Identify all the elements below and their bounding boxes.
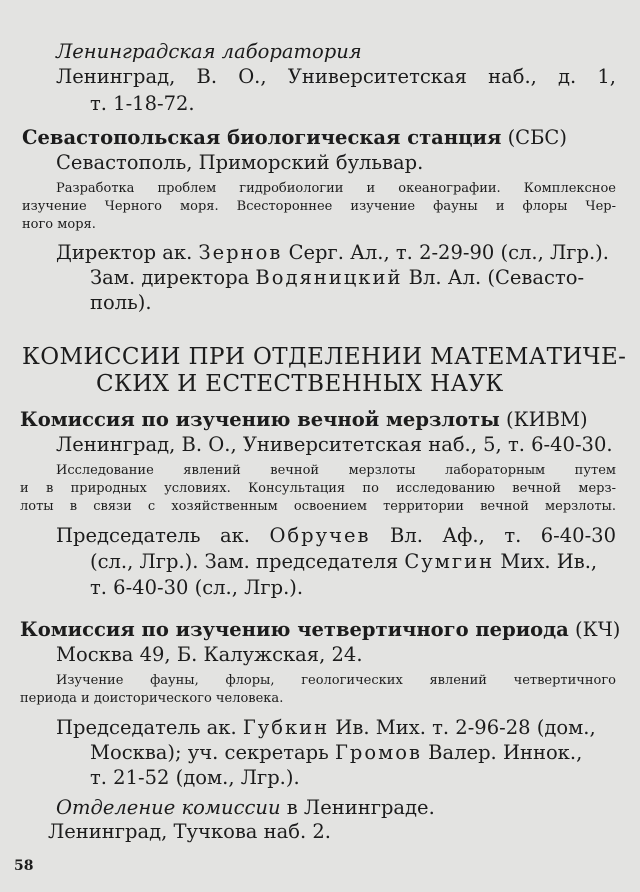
lab-address-line1: Ленинград, В. О., Университетская наб., д. 1, <box>56 65 616 88</box>
sbs-director: Директор ак. Зернов Серг. Ал., т. 2-29-90 (сл., Лгр.). <box>56 241 609 264</box>
person-name: Громов <box>334 741 422 764</box>
kivm-chair: Председатель ак. Обручев Вл. Аф., т. 6-40-30 <box>56 524 616 547</box>
kch-secretary: Москва); уч. секретарь Громов Валер. Иннок., <box>90 741 583 764</box>
kch-title: Комиссия по изучению четвертичного периода <box>20 618 569 641</box>
sbs-desc-line2: изучение Черного моря. Всестороннее изучение фауны и флоры Чер- <box>22 199 616 214</box>
kivm-heading <box>20 408 588 431</box>
kivm-deputy: (сл., Лгр.). Зам. председателя Сумгин Мих. Ив., <box>90 550 598 573</box>
kch-desc-line2: периода и доисторического человека. <box>20 691 284 706</box>
sbs-desc-line1: Разработка проблем гидробиологии и океанографии. Комплексное <box>56 181 616 196</box>
kch-secretary-cont: т. 21-52 (дом., Лгр.). <box>90 766 300 789</box>
kch-address: Москва 49, Б. Калужская, 24. <box>56 643 363 666</box>
kivm-title: Комиссия по изучению вечной мерзлоты <box>20 408 500 431</box>
kch-desc-line1: Изучение фауны, флоры, геологических явлений четвертичного <box>56 673 616 688</box>
person-name: Обручев <box>269 524 371 547</box>
section-heading-line1: КОМИССИИ ПРИ ОТДЕЛЕНИИ МАТЕМАТИЧЕ- <box>22 344 627 370</box>
kch-branch: Отделение комиссии в Ленинграде. <box>56 796 435 819</box>
section-heading-line2: СКИХ И ЕСТЕСТВЕННЫХ НАУК <box>96 371 504 397</box>
kivm-address: Ленинград, В. О., Университетская наб., 5, т. 6-40-30. <box>56 433 613 456</box>
sbs-deputy: Зам. директора Водяницкий Вл. Ал. (Севасто- <box>90 266 585 289</box>
person-name: Губкин <box>242 716 330 739</box>
kivm-desc-line3: лоты в связи с хозяйственным освоением территории вечной мерзлоты. <box>20 499 616 514</box>
lab-title: Ленинградская лаборатория <box>56 40 362 63</box>
kch-branch-address: Ленинград, Тучкова наб. 2. <box>48 820 331 843</box>
page-number: 58 <box>14 858 34 874</box>
kivm-abbr: (КИВМ) <box>499 408 588 431</box>
kch-chair: Председатель ак. Губкин Ив. Мих. т. 2-96-28 (дом., <box>56 716 596 739</box>
sbs-address: Севастополь, Приморский бульвар. <box>56 151 424 174</box>
kivm-deputy-cont: т. 6-40-30 (сл., Лгр.). <box>90 576 304 599</box>
sbs-heading <box>22 126 567 149</box>
lab-address-line2: т. 1-18-72. <box>90 92 195 115</box>
sbs-deputy-cont: поль). <box>90 291 152 314</box>
sbs-abbr: (СБС) <box>501 126 567 149</box>
sbs-title: Севастопольская биологическая станция <box>22 126 502 149</box>
kch-abbr: (КЧ) <box>568 618 621 641</box>
kivm-desc-line2: и в природных условиях. Консультация по исследованию вечной мерз- <box>20 481 616 496</box>
person-name: Водяницкий <box>255 266 403 289</box>
kivm-desc-line1: Исследование явлений вечной мерзлоты лабораторным путем <box>56 463 616 478</box>
person-name: Сумгин <box>404 550 495 573</box>
kch-heading <box>20 618 620 641</box>
sbs-desc-line3: ного моря. <box>22 217 96 232</box>
person-name: Зернов <box>198 241 283 264</box>
